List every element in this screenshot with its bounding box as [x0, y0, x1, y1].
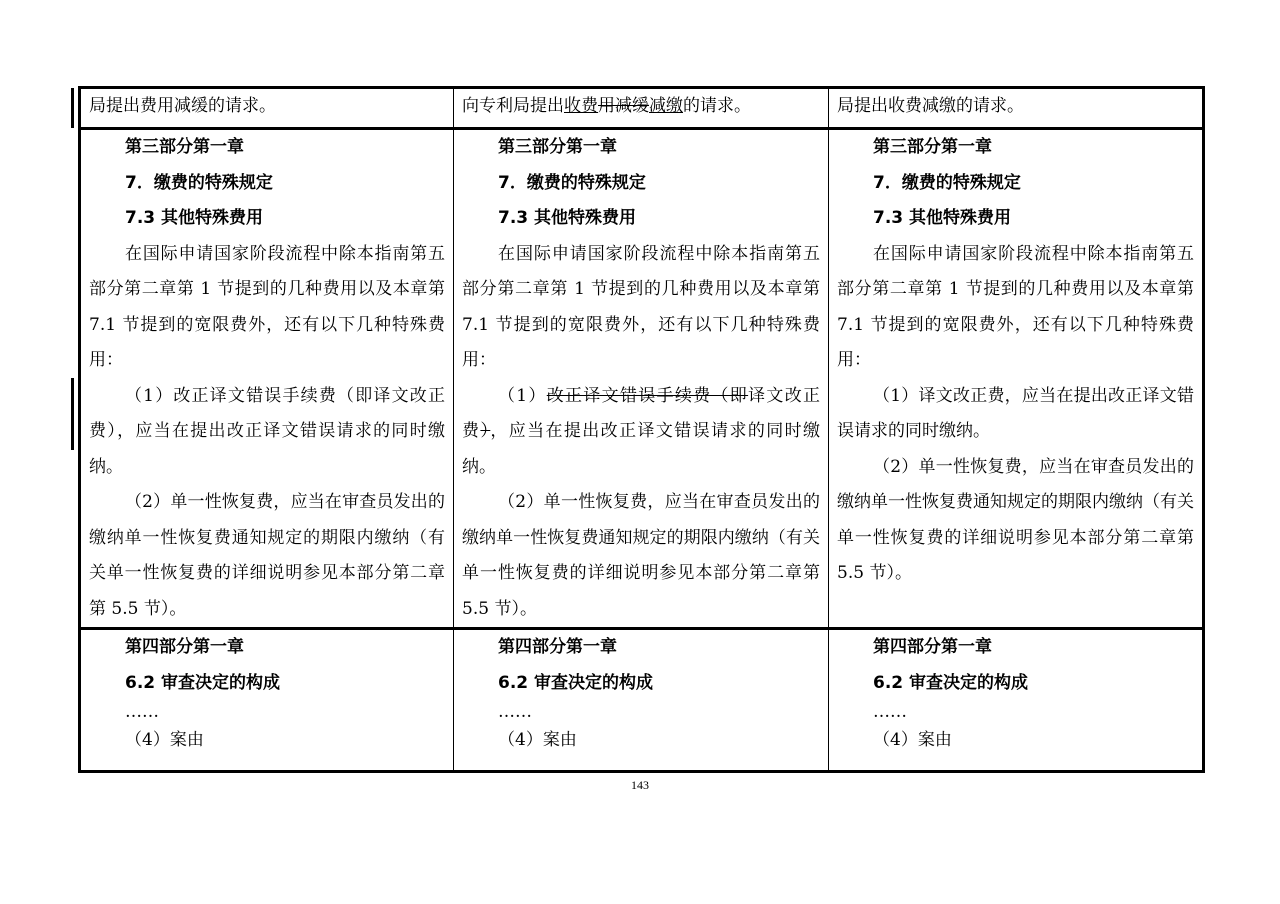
list-item: （4）案由 [873, 730, 952, 750]
comparison-table [78, 86, 1205, 773]
section-heading: 6.2 审查决定的构成 [125, 672, 281, 693]
part-heading: 第三部分第一章 [873, 137, 992, 157]
ellipsis: …… [498, 702, 532, 722]
text: 的请求。 [683, 96, 751, 116]
deleted-text: ） [480, 421, 491, 441]
section-heading: 7．缴费的特殊规定 [125, 172, 273, 193]
text: ，应当在提出改正译文错误请求的同时缴纳。 [462, 421, 821, 477]
part-heading: 第三部分第一章 [498, 137, 617, 157]
cell-revised-clean [829, 88, 1204, 129]
section-heading: 6.2 审查决定的构成 [498, 672, 654, 693]
paragraph: （1）改正译文错误手续费（即译文改正费），应当在提出改正译文错误请求的同时缴纳。 [89, 385, 445, 477]
cell-revised-marked [454, 129, 829, 629]
paragraph: （2）单一性恢复费，应当在审查员发出的缴纳单一性恢复费通知规定的期限内缴纳（有关单一性恢复费的详细说明参见本部分第二章第 5.5 节）。 [837, 456, 1194, 583]
paragraph: （2）单一性恢复费，应当在审查员发出的缴纳单一性恢复费通知规定的期限内缴纳（有关单一性恢复费的详细说明参见本部分第二章第 5.5 节）。 [462, 492, 820, 619]
cell-revised-marked [454, 88, 829, 129]
section-heading: 7．缴费的特殊规定 [498, 172, 646, 193]
cell-original [80, 88, 454, 129]
part-heading: 第四部分第一章 [873, 637, 992, 657]
cell-text: 局提出费用减缓的请求。 [89, 96, 276, 116]
revision-bar [71, 378, 74, 450]
subsection-heading: 7.3 其他特殊费用 [498, 208, 637, 228]
text: （1） [498, 385, 547, 406]
deleted-text: 改正译文错误手续费（即 [546, 385, 749, 406]
subsection-heading: 7.3 其他特殊费用 [873, 208, 1012, 228]
table-row [80, 129, 1204, 629]
section-heading: 7．缴费的特殊规定 [873, 172, 1021, 193]
subsection-heading: 7.3 其他特殊费用 [125, 208, 264, 228]
paragraph [462, 379, 820, 486]
part-heading: 第三部分第一章 [125, 137, 244, 157]
paragraph: （2）单一性恢复费，应当在审查员发出的缴纳单一性恢复费通知规定的期限内缴纳（有关单一性恢复费的详细说明参见本部分第二章第 5.5 节）。 [89, 492, 445, 619]
text: 译文改正费 [462, 385, 821, 441]
text: 向专利局提出 [462, 96, 564, 116]
cell-original [80, 629, 454, 772]
revision-bar [71, 88, 74, 128]
ellipsis: …… [125, 702, 159, 722]
part-heading: 第四部分第一章 [498, 637, 617, 657]
inserted-text: 收费 [564, 96, 598, 116]
cell-text: 局提出收费减缴的请求。 [837, 96, 1024, 116]
paragraph: 在国际申请国家阶段流程中除本指南第五部分第二章第 1 节提到的几种费用以及本章第 7.1 节提到的宽限费外，还有以下几种特殊费用： [89, 243, 445, 370]
table-row [80, 88, 1204, 129]
page-number: 143 [631, 778, 649, 792]
deleted-text: 用减缓 [598, 96, 649, 116]
cell-original [80, 129, 454, 629]
paragraph: （1）译文改正费，应当在提出改正译文错误请求的同时缴纳。 [837, 385, 1194, 441]
ellipsis: …… [873, 702, 907, 722]
inserted-text: 减缴 [649, 96, 683, 116]
cell-revised-clean [829, 629, 1204, 772]
paragraph: 在国际申请国家阶段流程中除本指南第五部分第二章第 1 节提到的几种费用以及本章第 7.1 节提到的宽限费外，还有以下几种特殊费用： [462, 243, 820, 370]
part-heading: 第四部分第一章 [125, 637, 244, 657]
list-item: （4）案由 [498, 730, 577, 750]
cell-revised-clean [829, 129, 1204, 629]
table-row [80, 629, 1204, 772]
paragraph: 在国际申请国家阶段流程中除本指南第五部分第二章第 1 节提到的几种费用以及本章第 7.1 节提到的宽限费外，还有以下几种特殊费用： [837, 243, 1194, 370]
cell-revised-marked [454, 629, 829, 772]
list-item: （4）案由 [125, 730, 204, 750]
section-heading: 6.2 审查决定的构成 [873, 672, 1029, 693]
